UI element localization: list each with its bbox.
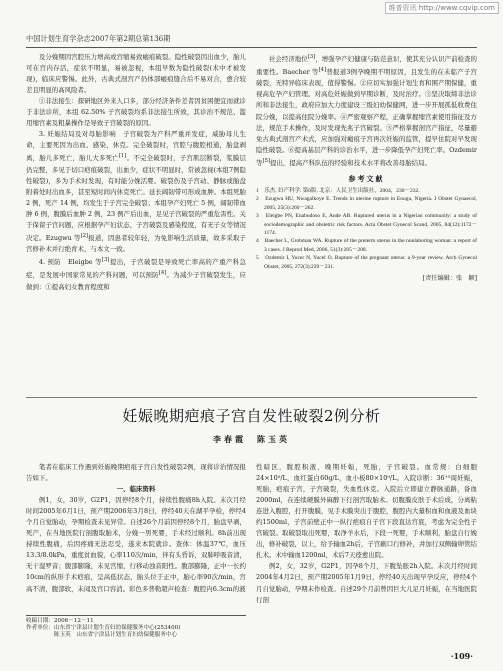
footnote-line: 收稿日期：2006－12－11 (26, 618, 94, 624)
footnote-line: 作者单位：山东省宁津县计划生育妇幼保健服务中心(253400) (26, 624, 181, 631)
reference-item: 5 Ozdemir I, Yucer N, Yucel O. Rupture of the pregnant uterus: a 9-year review. Arch Gynecol Obstet, 2005, 272(3):229－231. (256, 255, 477, 270)
article-title: 妊娠晚期疤痕子宫自发性破裂2例分析 (122, 407, 381, 425)
reference-item: 4 Baecher L, Grobman WA. Rupture of the preterm uterus in the nonlaboring woman: a report of 3 cases. J Reprod Med, 2006, 51(3):205－208. (256, 238, 477, 253)
editor-credit: [责任编辑：张 颖] (422, 275, 477, 282)
reference-item: 2 Ezugwu HU, Nwagalkoye E. Trends in uterine rupture in Enugu, Nigeria. J Obstet Gynaecol, 2005, 25(3):260－262. (256, 196, 477, 211)
paragraph: 及分娩期因宫腔压力增高或宫缩易致瘢痕破裂。隐性破裂因出血少，胎儿可在宫内存活，症状不明显，易被忽视，本组早数为隐性破裂(术中才被发现)，临床应警惕。此外，古典式剖宫产仍体部瘢痕缝合后不易对合，愈合较差且明显的高风险者。 (26, 53, 246, 95)
paragraph: 例1，女，30岁，G2P1，因停经8个月，持续性腹痛8h入院。末次月经时间2005年6月1日，预产期2006年3月8日，停经40天在湖平孕检，停经4个月自觉胎动，孕期检查未见异常。自述26个月前因停经8个月，胎盘早剥，死产，在当地医院行剖腹取胎术，分娩一男死婴，手术经过顺利。8h前出现持续性腹痛，后因疼痛无法忍受，遂来本院就诊。查体：体温37℃，血压13.3/8.0kPa，重度贫血貌，心率110次/min，伴有头昏诉，双肺呼吸音清，无干湿罗音；腹部膨隆，未见宫缩，行移动浊音阳性。腹部膨隆，正中一长约10cm的纵形手术疤痕，呈高低状态，胎头位于正中，胎心率90次/min，宫高不清，腹部软，未闻及宫口容消。彩色多普勒超声检查：腹腔内6.3cm的液 (26, 496, 246, 593)
article-authors: 李春霞 陈玉英 (213, 434, 290, 444)
running-head: 中国计划生育学杂志2007年第2期总第136期 (26, 34, 477, 48)
paragraph: 性暗区，腹腔积液，晚期妊娠，死胎，子宫破裂。血常规：白细胞24×10⁹/L，血红蛋白60g/L，血小板80×10⁹/L。入院诊断：36⁺⁵周妊娠，死胎，疤痕子宫，子宫破裂，失血性休克。入院后立即建立静脉通路，备血2000ml，在连续硬膜外麻醉下行剖宫取胎术。切腹膜皮肤于术后成，分离粘连进入腹腔，打开腹膜，见手术膜突出于腹腔，腹腔内大量积血和血液及血块约1500ml，子宫前壁正中一纵行疤痕自子宫下段直达宫底，考虑为完全性子宫破裂。取破裂取出死婴，取净羊水后，下段一死婴，手术顺利，胎盘自行娩出，修补破裂，以上，给予输血2h后，子宫刷口行修补，并加行双侧输卵管结扎术。术中输血1200ml，术后7天痊愈出院。 (256, 463, 477, 560)
section-heading: 一、临床资料 (116, 485, 156, 494)
references-heading: 参考文献 (348, 173, 385, 183)
watermark: 维普资讯 http://www.cqvip.com (385, 2, 499, 14)
reference-item: 3 Eleigbe PN, Enabudoso E, Ande AB. Ruptured uterus in a Nigerian community: a study of sociodemographic and obstetric risk factors. Acta Obstet Gynecol Scand, 2005, 84(12):1172－1174. (256, 213, 477, 236)
upper-right-column (256, 52, 477, 392)
paragraph: 3. 妊娠结局及对母胎影响 子宫破裂为产科严重并发症，威胁母儿生命，主要死因为出血、感染、休克。完全破裂时，宫腔与腹腔相通，胎盘剥离，胎儿多死亡，胎儿大多死亡[1]。不完全破裂时，子宫肌层断裂，浆膜层仍完整，多见于切口疤痕破裂，出血少，症状不明显时，常被忽视(本组7例隐性破裂)，多为手术时发现，有时能分娩活婴。破裂伤及子宫动、静脉或胎盘附着处时出血多，甚至短时间内休克死亡。延长阔韧带可形成血肿。本组死胎 2 例，死产 14 例，均发生于子宫完全破裂；本组孕产妇死亡 5 例，阔韧带血肿 6 例，腹膜后血肿 2 例，23 例产后出血，足见子宫破裂的严重危害性。关于保留子宫问题，应根据孕产妇状态、子宫破裂及感染程度，有无子女等情况决定。Ezugwu 等[2]报道，因患者较年轻，为免影响生活质量，故多采取子宫修补术并行绝育术，与本文一致。 (26, 130, 246, 254)
paragraph: 例2，女，32岁，G2P1，因孕8个月，下腹坠胀2h入院。末次月经时间2004年4月2日，预产期2005年1月9日，停经40天出现早孕反应，停经4个月自觉胎动，孕期未作检查。自述29个月前曾因巨大儿足月妊娠，在当地医院行剖 (256, 562, 477, 604)
upper-left-column (26, 52, 246, 340)
paragraph: 社会经济地位[3]，增强孕产妇健康与防范意识，使其充分认识产前检查的重要性。Baecher 等[4]普报道3例孕晚期不明原因，且发生的在未临产子宫破裂，无特异临床表现，值得警惕。②应切实加强计划生育和围产期保健，重视高危孕产妇管理。对高危妊娠做到早期诊断，及时治疗。③坚决取缔非法诊所和非法接生，政府应加大力度建设三级妇幼保健网，进一步开展孤低收费住院分娩，以提高住院分娩率。④严密观察产程，正确掌握缩宫素使用指征及方法，规范手术操作，及时发现先兆子宫破裂。⑤严格掌握剖宫产指征，尽量避免古典式剖宫产术式，应加强对瘢痕子宫再次妊娠的监管，提早住院对早发现隐性破裂。⑥提高基层产科的诊治水平，进一步降低孕产妇死亡率。Ozdemir 等[5]提出，提高产科队伍的经验和技术水平将改善母胎结局。 (256, 54, 477, 167)
reference-item: 1 乐杰. 妇产科学. 第6版. 北京：人民卫生出版社，2004，230－232. (256, 187, 420, 194)
paragraph: ①非法接生：探研地区外来人口多，部分经济条件差者因贫困便宜而就诊于非法诊所，本组 62.50% 子宫破裂均系非法接生所致，其诊治不规范、滥用缩宫素及粗暴操作是导致子宫破裂的原因。 (26, 97, 246, 128)
page-number: ·109· (450, 651, 473, 661)
lower-right-column (256, 462, 477, 648)
section-divider (26, 397, 477, 398)
footnote-line: 陈玉英 山东省宁津县计划生育妇幼保健服务中心 (26, 631, 178, 638)
lower-left-column (26, 462, 246, 614)
footnote (26, 615, 246, 638)
paragraph: 4. 预防 Eleigbe 等[3]提出，子宫破裂是导致死亡率高的产重产科急症，是发展中国家常见的产科问题，可以预防[4]。为减少子宫破裂发生，应做到：①提高妇女教育程度和 (26, 257, 246, 291)
paragraph: 笔者在临床工作遇到妊娠晚期疤痕子宫自发性破裂2例，现将诊治情况报告如下。 (26, 463, 246, 483)
references-list (256, 187, 477, 271)
